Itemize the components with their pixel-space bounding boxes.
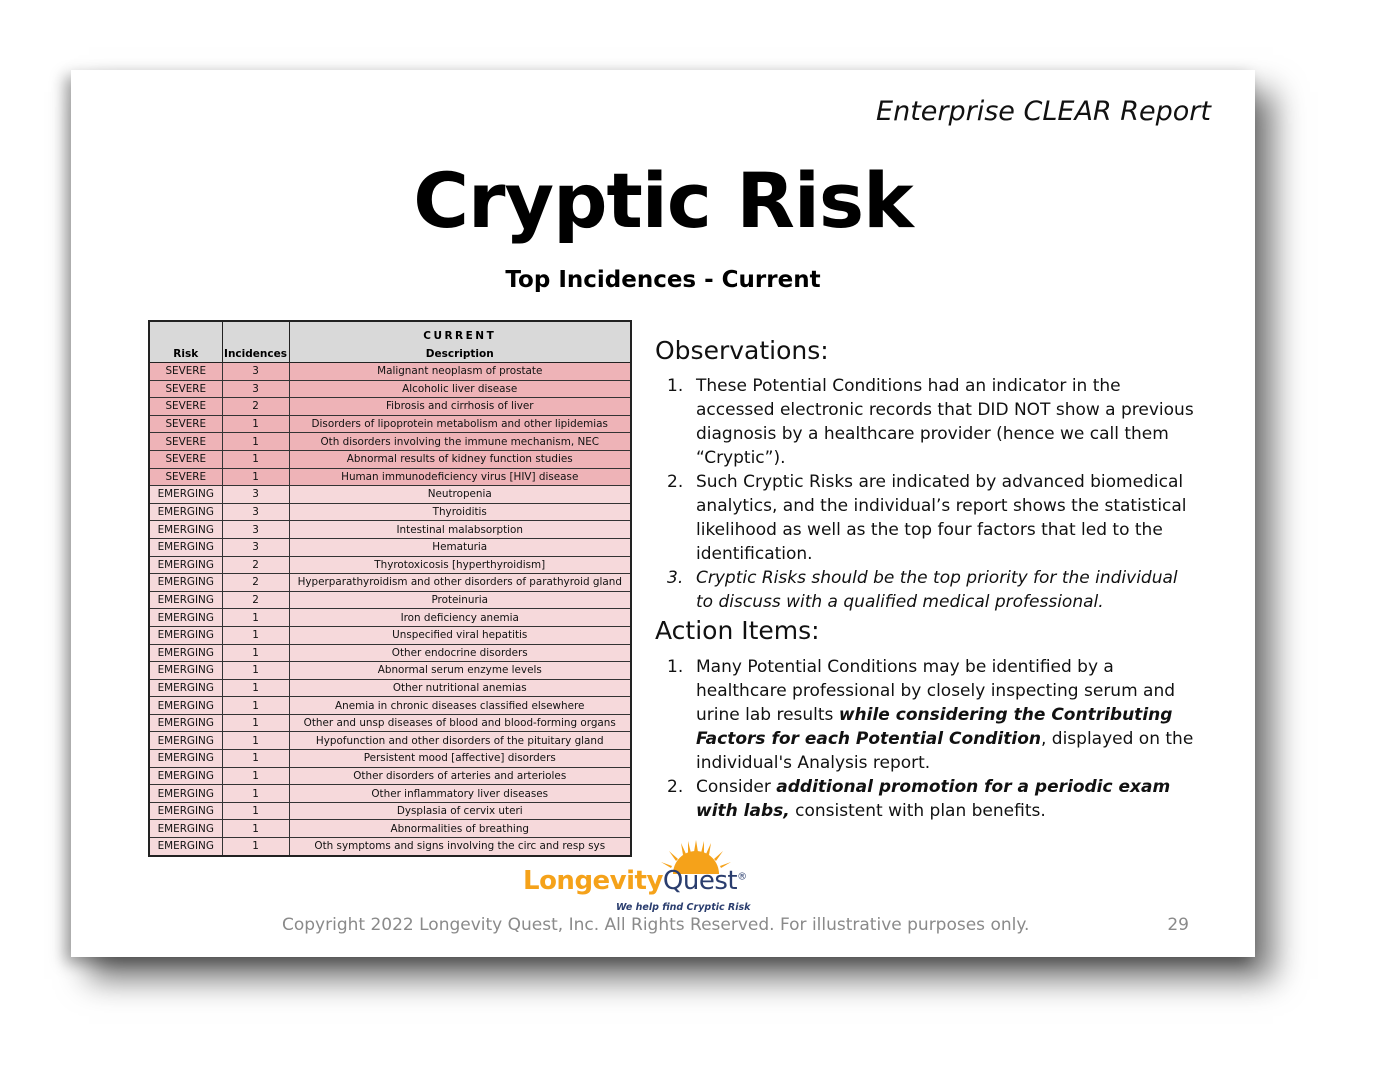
cell-incidences: 1 <box>222 838 289 856</box>
action-items-list <box>655 655 1195 823</box>
cell-risk: EMERGING <box>149 538 222 556</box>
cell-description: Hematuria <box>289 538 631 556</box>
cell-incidences: 2 <box>222 398 289 416</box>
cell-incidences: 3 <box>222 521 289 539</box>
table-row <box>149 767 631 785</box>
column-header-description: CURRENT Description <box>289 321 631 363</box>
cell-risk: EMERGING <box>149 750 222 768</box>
table-row <box>149 732 631 750</box>
table-row <box>149 609 631 627</box>
cell-risk: EMERGING <box>149 609 222 627</box>
cell-incidences: 2 <box>222 574 289 592</box>
cell-incidences: 1 <box>222 785 289 803</box>
table-row <box>149 398 631 416</box>
cell-incidences: 1 <box>222 450 289 468</box>
page-number: 29 <box>1167 915 1189 935</box>
cell-description: Disorders of lipoprotein metabolism and other lipidemias <box>289 415 631 433</box>
column-header-incidences: Incidences <box>222 321 289 363</box>
table-row <box>149 363 631 381</box>
cell-incidences: 1 <box>222 644 289 662</box>
cell-incidences: 1 <box>222 468 289 486</box>
cell-risk: EMERGING <box>149 802 222 820</box>
cell-incidences: 1 <box>222 802 289 820</box>
table-row <box>149 468 631 486</box>
cell-risk: EMERGING <box>149 503 222 521</box>
table-row <box>149 591 631 609</box>
slide <box>71 70 1255 957</box>
cell-description: Other endocrine disorders <box>289 644 631 662</box>
cell-incidences: 1 <box>222 732 289 750</box>
observation-item: 3. Cryptic Risks should be the top priority for the individual to discuss with a qualified medical professional. <box>667 568 1178 612</box>
cell-description: Fibrosis and cirrhosis of liver <box>289 398 631 416</box>
cell-description: Thyrotoxicosis [hyperthyroidism] <box>289 556 631 574</box>
cell-risk: EMERGING <box>149 820 222 838</box>
observations-heading: Observations: <box>655 336 829 365</box>
risk-table-body <box>149 363 631 856</box>
action-item: 2. Consider additional promotion for a periodic exam with labs, consistent with plan benefits. <box>667 777 1171 821</box>
table-row <box>149 750 631 768</box>
cell-incidences: 1 <box>222 626 289 644</box>
table-row <box>149 433 631 451</box>
page-subtitle: Top Incidences - Current <box>505 267 821 293</box>
cell-incidences: 1 <box>222 697 289 715</box>
table-row <box>149 538 631 556</box>
table-row <box>149 626 631 644</box>
table-row <box>149 785 631 803</box>
risk-table <box>148 320 632 857</box>
cell-incidences: 1 <box>222 679 289 697</box>
cell-incidences: 3 <box>222 486 289 504</box>
table-row <box>149 556 631 574</box>
cell-risk: EMERGING <box>149 626 222 644</box>
table-row <box>149 574 631 592</box>
cell-risk: EMERGING <box>149 732 222 750</box>
cell-risk: SEVERE <box>149 433 222 451</box>
cell-risk: EMERGING <box>149 644 222 662</box>
cell-description: Thyroiditis <box>289 503 631 521</box>
cell-incidences: 1 <box>222 750 289 768</box>
cell-description: Oth disorders involving the immune mechanism, NEC <box>289 433 631 451</box>
observations-list <box>655 374 1195 614</box>
cell-incidences: 1 <box>222 820 289 838</box>
cell-incidences: 3 <box>222 503 289 521</box>
cell-description: Hypofunction and other disorders of the pituitary gland <box>289 732 631 750</box>
table-header-row <box>149 321 631 363</box>
cell-incidences: 2 <box>222 556 289 574</box>
table-row <box>149 380 631 398</box>
column-header-risk: Risk <box>149 321 222 363</box>
cell-risk: SEVERE <box>149 380 222 398</box>
cell-risk: EMERGING <box>149 556 222 574</box>
table-row <box>149 450 631 468</box>
cell-description: Abnormal serum enzyme levels <box>289 662 631 680</box>
cell-risk: EMERGING <box>149 574 222 592</box>
cell-incidences: 3 <box>222 363 289 381</box>
cell-risk: SEVERE <box>149 363 222 381</box>
cell-risk: EMERGING <box>149 697 222 715</box>
cell-description: Proteinuria <box>289 591 631 609</box>
cell-incidences: 2 <box>222 591 289 609</box>
table-row <box>149 802 631 820</box>
cell-description: Abnormal results of kidney function studies <box>289 450 631 468</box>
cell-risk: EMERGING <box>149 679 222 697</box>
cell-risk: SEVERE <box>149 450 222 468</box>
action-item: 1. Many Potential Conditions may be identified by a healthcare professional by closely inspecting serum and urine lab results while considering the Contributing Factors for each Potential Condition, displayed on the individual's Analysis report. <box>667 657 1194 773</box>
cell-description: Other nutritional anemias <box>289 679 631 697</box>
longevity-quest-logo <box>523 840 751 918</box>
table-row <box>149 714 631 732</box>
cell-risk: EMERGING <box>149 486 222 504</box>
cell-risk: EMERGING <box>149 591 222 609</box>
table-header-current: CURRENT <box>423 330 497 342</box>
table-row <box>149 415 631 433</box>
logo-tagline: We help find Cryptic Risk <box>616 902 751 913</box>
cell-description: Persistent mood [affective] disorders <box>289 750 631 768</box>
table-row <box>149 521 631 539</box>
cell-incidences: 1 <box>222 767 289 785</box>
cell-description: Unspecified viral hepatitis <box>289 626 631 644</box>
cell-description: Intestinal malabsorption <box>289 521 631 539</box>
action-items-heading: Action Items: <box>655 616 820 645</box>
copyright-text: Copyright 2022 Longevity Quest, Inc. All Rights Reserved. For illustrative purposes only. <box>282 915 1030 935</box>
cell-risk: EMERGING <box>149 838 222 856</box>
table-row <box>149 486 631 504</box>
page-title: Cryptic Risk <box>413 156 913 245</box>
table-row <box>149 662 631 680</box>
cell-incidences: 1 <box>222 415 289 433</box>
cell-incidences: 1 <box>222 714 289 732</box>
table-row <box>149 503 631 521</box>
report-label: Enterprise CLEAR Report <box>876 96 1211 127</box>
cell-incidences: 3 <box>222 538 289 556</box>
cell-description: Human immunodeficiency virus [HIV] disease <box>289 468 631 486</box>
cell-description: Other and unsp diseases of blood and blood-forming organs <box>289 714 631 732</box>
table-row <box>149 697 631 715</box>
observation-item: 1. These Potential Conditions had an indicator in the accessed electronic records that DID NOT show a previous diagnosis by a healthcare provider (hence we call them “Cryptic”). <box>667 376 1194 468</box>
table-row <box>149 820 631 838</box>
cell-risk: SEVERE <box>149 415 222 433</box>
cell-description: Alcoholic liver disease <box>289 380 631 398</box>
cell-incidences: 1 <box>222 609 289 627</box>
cell-description: Iron deficiency anemia <box>289 609 631 627</box>
table-row <box>149 644 631 662</box>
cell-risk: EMERGING <box>149 785 222 803</box>
logo-wordmark: LongevityQuest® <box>523 866 747 896</box>
cell-incidences: 1 <box>222 433 289 451</box>
cell-description: Neutropenia <box>289 486 631 504</box>
cell-risk: EMERGING <box>149 767 222 785</box>
cell-risk: EMERGING <box>149 714 222 732</box>
cell-description: Malignant neoplasm of prostate <box>289 363 631 381</box>
cell-risk: EMERGING <box>149 521 222 539</box>
cell-risk: EMERGING <box>149 662 222 680</box>
observation-item: 2. Such Cryptic Risks are indicated by advanced biomedical analytics, and the individual’s report shows the statistical likelihood as well as the top four factors that led to the identification. <box>667 472 1187 564</box>
cell-description: Abnormalities of breathing <box>289 820 631 838</box>
cell-risk: SEVERE <box>149 398 222 416</box>
cell-description: Hyperparathyroidism and other disorders of parathyroid gland <box>289 574 631 592</box>
cell-description: Other disorders of arteries and arterioles <box>289 767 631 785</box>
cell-incidences: 1 <box>222 662 289 680</box>
cell-description: Oth symptoms and signs involving the circ and resp sys <box>289 838 631 856</box>
cell-description: Anemia in chronic diseases classified elsewhere <box>289 697 631 715</box>
table-row <box>149 679 631 697</box>
cell-incidences: 3 <box>222 380 289 398</box>
cell-description: Dysplasia of cervix uteri <box>289 802 631 820</box>
cell-risk: SEVERE <box>149 468 222 486</box>
cell-description: Other inflammatory liver diseases <box>289 785 631 803</box>
